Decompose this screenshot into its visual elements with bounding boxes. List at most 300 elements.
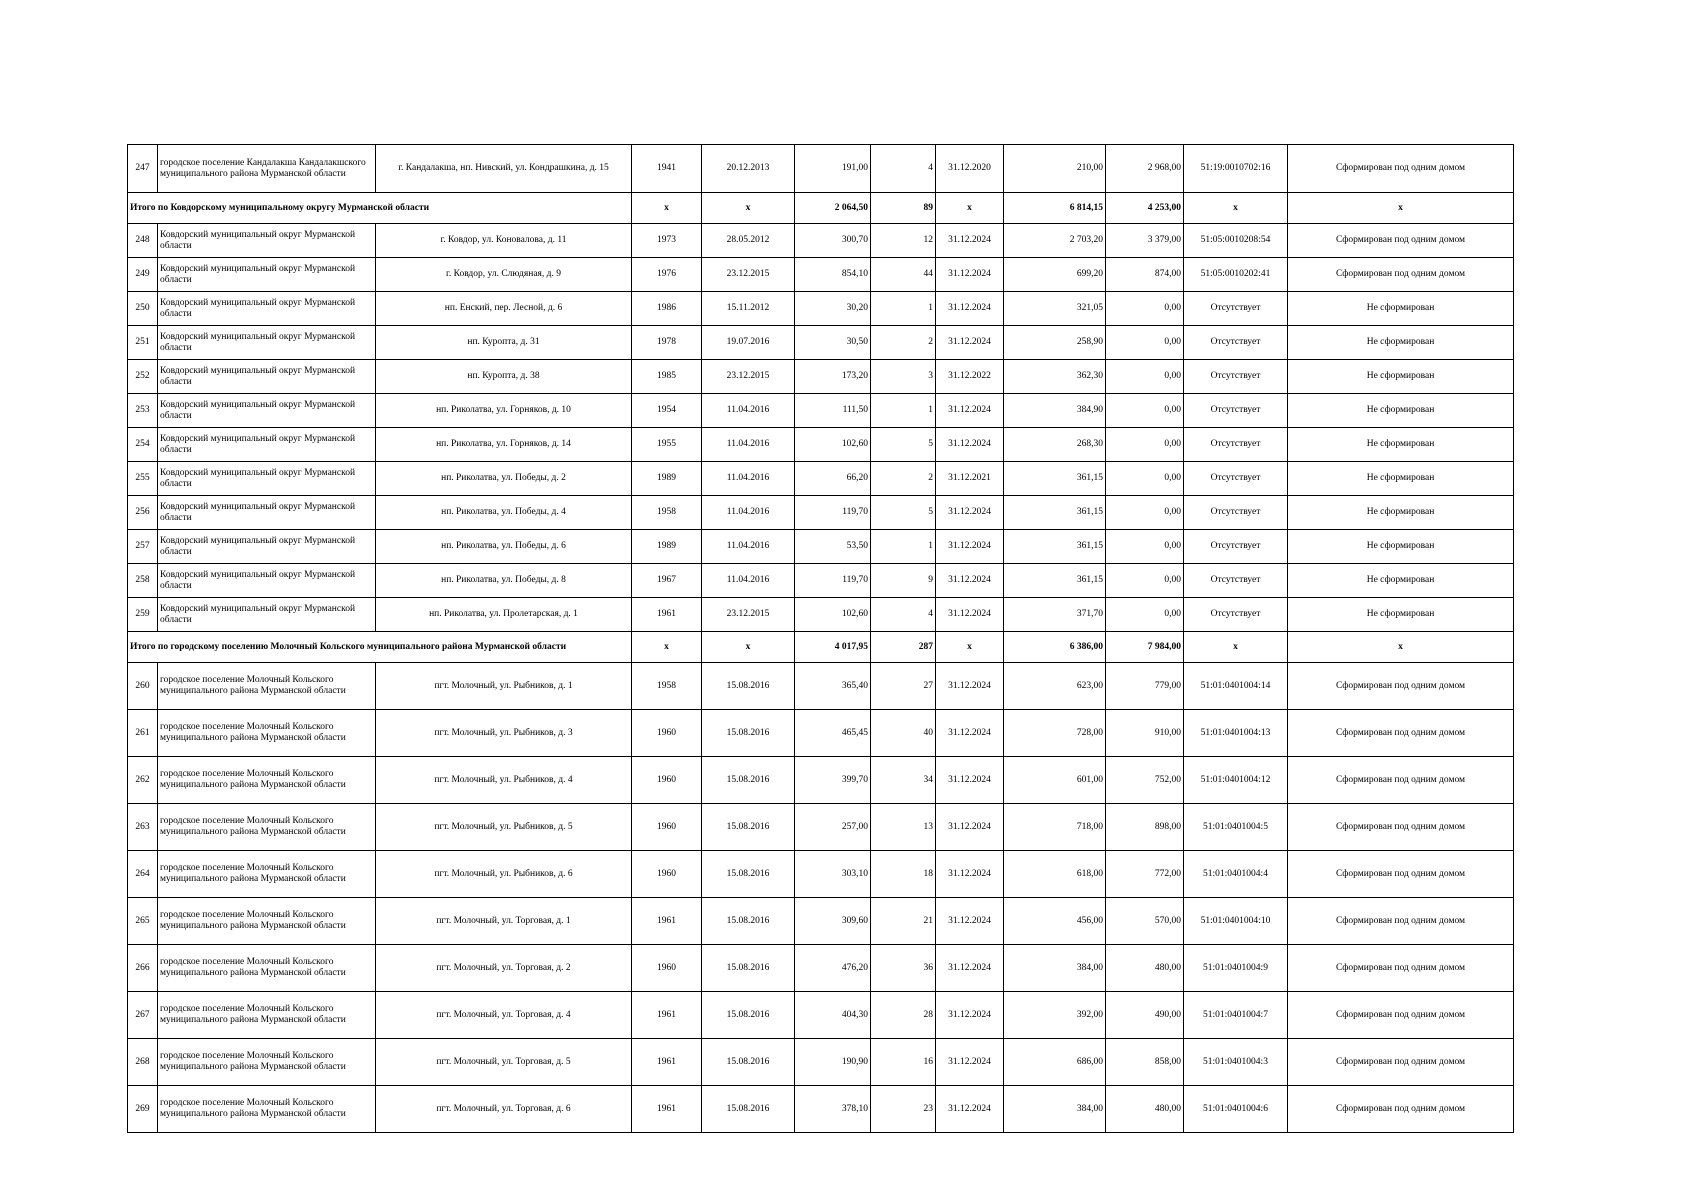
municipality-cell: Ковдорский муниципальный округ Мурманской области: [158, 292, 376, 326]
build-year-cell: 1989: [632, 462, 702, 496]
address-cell: пгт. Молочный, ул. Рыбников, д. 1: [376, 663, 632, 710]
plot-area-cell: 910,00: [1106, 710, 1184, 757]
table-row: [128, 360, 1514, 394]
address-cell: нп. Риколатва, ул. Горняков, д. 10: [376, 394, 632, 428]
plot-status-cell: Не сформирован: [1288, 360, 1514, 394]
planned-date-cell: 31.12.2024: [936, 258, 1004, 292]
residents-cell: 44: [871, 258, 936, 292]
area-cell: 53,50: [795, 530, 871, 564]
table-row: [128, 428, 1514, 462]
residents-cell: 28: [871, 992, 936, 1039]
municipality-cell: Ковдорский муниципальный округ Мурманской области: [158, 598, 376, 632]
plot-status-cell: Сформирован под одним домом: [1288, 804, 1514, 851]
land-area-cell: 258,90: [1004, 326, 1106, 360]
address-cell: пгт. Молочный, ул. Торговая, д. 2: [376, 945, 632, 992]
cadastral-number-cell: 51:01:0401004:3: [1184, 1039, 1288, 1086]
plot-status-cell: Сформирован под одним домом: [1288, 710, 1514, 757]
land-area-cell: 361,15: [1004, 564, 1106, 598]
subtotal-label: Итого по городскому поселению Молочный Кольского муниципального района Мурманской области: [128, 632, 632, 663]
build-year-cell: 1973: [632, 224, 702, 258]
recognition-date-cell: 15.08.2016: [702, 898, 795, 945]
build-year-cell: 1958: [632, 496, 702, 530]
recognition-date-cell: 15.08.2016: [702, 710, 795, 757]
planned-date-cell: 31.12.2024: [936, 663, 1004, 710]
build-year-cell: 1989: [632, 530, 702, 564]
recognition-date-cell: x: [702, 632, 795, 663]
plot-area-cell: 0,00: [1106, 462, 1184, 496]
recognition-date-cell: 11.04.2016: [702, 428, 795, 462]
residents-cell: 5: [871, 496, 936, 530]
row-number-cell: 252: [128, 360, 158, 394]
recognition-date-cell: 19.07.2016: [702, 326, 795, 360]
planned-date-cell: 31.12.2024: [936, 804, 1004, 851]
cadastral-number-cell: 51:01:0401004:13: [1184, 710, 1288, 757]
plot-status-cell: Сформирован под одним домом: [1288, 1039, 1514, 1086]
table-row: [128, 145, 1514, 193]
plot-area-cell: 858,00: [1106, 1039, 1184, 1086]
row-number-cell: 251: [128, 326, 158, 360]
row-number-cell: 263: [128, 804, 158, 851]
land-area-cell: 210,00: [1004, 145, 1106, 193]
cadastral-number-cell: 51:01:0401004:4: [1184, 851, 1288, 898]
area-cell: 119,70: [795, 564, 871, 598]
address-cell: нп. Риколатва, ул. Победы, д. 2: [376, 462, 632, 496]
table-row: [128, 598, 1514, 632]
plot-area-cell: 0,00: [1106, 598, 1184, 632]
cadastral-number-cell: Отсутствует: [1184, 292, 1288, 326]
planned-date-cell: 31.12.2024: [936, 1039, 1004, 1086]
recognition-date-cell: 11.04.2016: [702, 496, 795, 530]
area-cell: 190,90: [795, 1039, 871, 1086]
cadastral-number-cell: Отсутствует: [1184, 598, 1288, 632]
address-cell: нп. Риколатва, ул. Горняков, д. 14: [376, 428, 632, 462]
row-number-cell: 256: [128, 496, 158, 530]
land-area-cell: 371,70: [1004, 598, 1106, 632]
planned-date-cell: 31.12.2024: [936, 496, 1004, 530]
table-row: [128, 462, 1514, 496]
cadastral-number-cell: 51:01:0401004:5: [1184, 804, 1288, 851]
land-area-cell: 361,15: [1004, 530, 1106, 564]
land-area-cell: 384,00: [1004, 945, 1106, 992]
plot-area-cell: 0,00: [1106, 394, 1184, 428]
recognition-date-cell: 15.08.2016: [702, 1039, 795, 1086]
planned-date-cell: x: [936, 193, 1004, 224]
municipality-cell: городское поселение Молочный Кольского муниципального района Мурманской области: [158, 663, 376, 710]
table-row: [128, 804, 1514, 851]
area-cell: 102,60: [795, 598, 871, 632]
table-row: [128, 394, 1514, 428]
land-area-cell: 392,00: [1004, 992, 1106, 1039]
build-year-cell: 1967: [632, 564, 702, 598]
residents-cell: 4: [871, 598, 936, 632]
land-area-cell: 601,00: [1004, 757, 1106, 804]
subtotal-label: Итого по Ковдорскому муниципальному округу Мурманской области: [128, 193, 632, 224]
residents-cell: 1: [871, 292, 936, 326]
plot-status-cell: Не сформирован: [1288, 462, 1514, 496]
area-cell: 378,10: [795, 1086, 871, 1133]
residents-cell: 21: [871, 898, 936, 945]
area-cell: 191,00: [795, 145, 871, 193]
residents-cell: 9: [871, 564, 936, 598]
cadastral-number-cell: Отсутствует: [1184, 428, 1288, 462]
plot-area-cell: 874,00: [1106, 258, 1184, 292]
plot-area-cell: 0,00: [1106, 530, 1184, 564]
planned-date-cell: 31.12.2024: [936, 326, 1004, 360]
area-cell: 173,20: [795, 360, 871, 394]
land-area-total-cell: 6 386,00: [1004, 632, 1106, 663]
build-year-cell: 1978: [632, 326, 702, 360]
recognition-date-cell: 15.08.2016: [702, 804, 795, 851]
residents-cell: 23: [871, 1086, 936, 1133]
planned-date-cell: 31.12.2024: [936, 851, 1004, 898]
table-row: [128, 496, 1514, 530]
build-year-cell: 1961: [632, 1086, 702, 1133]
plot-area-total-cell: 4 253,00: [1106, 193, 1184, 224]
housing-register-table: [127, 144, 1514, 1133]
land-area-cell: 361,15: [1004, 462, 1106, 496]
address-cell: пгт. Молочный, ул. Торговая, д. 4: [376, 992, 632, 1039]
plot-area-cell: 490,00: [1106, 992, 1184, 1039]
residents-cell: 2: [871, 462, 936, 496]
build-year-cell: 1955: [632, 428, 702, 462]
cadastral-number-cell: 51:05:0010202:41: [1184, 258, 1288, 292]
planned-date-cell: 31.12.2024: [936, 945, 1004, 992]
plot-status-cell: Сформирован под одним домом: [1288, 992, 1514, 1039]
row-number-cell: 268: [128, 1039, 158, 1086]
build-year-cell: 1986: [632, 292, 702, 326]
cadastral-number-cell: 51:05:0010208:54: [1184, 224, 1288, 258]
row-number-cell: 247: [128, 145, 158, 193]
residents-cell: 12: [871, 224, 936, 258]
address-cell: пгт. Молочный, ул. Торговая, д. 6: [376, 1086, 632, 1133]
plot-area-cell: 0,00: [1106, 496, 1184, 530]
address-cell: нп. Риколатва, ул. Победы, д. 8: [376, 564, 632, 598]
address-cell: пгт. Молочный, ул. Рыбников, д. 4: [376, 757, 632, 804]
plot-area-cell: 480,00: [1106, 945, 1184, 992]
subtotal-row: [128, 193, 1514, 224]
recognition-date-cell: 11.04.2016: [702, 530, 795, 564]
area-cell: 854,10: [795, 258, 871, 292]
residents-cell: 3: [871, 360, 936, 394]
build-year-cell: 1961: [632, 898, 702, 945]
planned-date-cell: 31.12.2024: [936, 564, 1004, 598]
plot-status-cell: Сформирован под одним домом: [1288, 898, 1514, 945]
recognition-date-cell: 20.12.2013: [702, 145, 795, 193]
build-year-cell: 1960: [632, 710, 702, 757]
recognition-date-cell: 15.08.2016: [702, 663, 795, 710]
area-cell: 66,20: [795, 462, 871, 496]
residents-total-cell: 89: [871, 193, 936, 224]
land-area-cell: 728,00: [1004, 710, 1106, 757]
address-cell: г. Кандалакша, нп. Нивский, ул. Кондрашкина, д. 15: [376, 145, 632, 193]
plot-status-cell: Не сформирован: [1288, 564, 1514, 598]
row-number-cell: 253: [128, 394, 158, 428]
municipality-cell: Ковдорский муниципальный округ Мурманской области: [158, 394, 376, 428]
cadastral-number-cell: Отсутствует: [1184, 530, 1288, 564]
planned-date-cell: 31.12.2024: [936, 224, 1004, 258]
municipality-cell: Ковдорский муниципальный округ Мурманской области: [158, 360, 376, 394]
residents-cell: 34: [871, 757, 936, 804]
plot-status-cell: x: [1288, 632, 1514, 663]
table-row: [128, 851, 1514, 898]
plot-status-cell: Сформирован под одним домом: [1288, 945, 1514, 992]
address-cell: нп. Риколатва, ул. Пролетарская, д. 1: [376, 598, 632, 632]
row-number-cell: 250: [128, 292, 158, 326]
planned-date-cell: 31.12.2021: [936, 462, 1004, 496]
planned-date-cell: 31.12.2024: [936, 530, 1004, 564]
planned-date-cell: 31.12.2024: [936, 710, 1004, 757]
plot-area-cell: 0,00: [1106, 360, 1184, 394]
land-area-cell: 268,30: [1004, 428, 1106, 462]
address-cell: г. Ковдор, ул. Коновалова, д. 11: [376, 224, 632, 258]
plot-status-cell: Сформирован под одним домом: [1288, 1086, 1514, 1133]
land-area-cell: 618,00: [1004, 851, 1106, 898]
recognition-date-cell: 15.08.2016: [702, 757, 795, 804]
land-area-cell: 384,00: [1004, 1086, 1106, 1133]
recognition-date-cell: 15.08.2016: [702, 851, 795, 898]
plot-status-cell: Не сформирован: [1288, 428, 1514, 462]
municipality-cell: городское поселение Молочный Кольского муниципального района Мурманской области: [158, 945, 376, 992]
residents-cell: 13: [871, 804, 936, 851]
area-cell: 30,20: [795, 292, 871, 326]
land-area-cell: 2 703,20: [1004, 224, 1106, 258]
build-year-cell: 1941: [632, 145, 702, 193]
table-row: [128, 564, 1514, 598]
cadastral-number-cell: 51:01:0401004:10: [1184, 898, 1288, 945]
residents-cell: 4: [871, 145, 936, 193]
build-year-cell: 1960: [632, 945, 702, 992]
area-cell: 399,70: [795, 757, 871, 804]
plot-status-cell: Сформирован под одним домом: [1288, 757, 1514, 804]
table-row: [128, 292, 1514, 326]
municipality-cell: городское поселение Молочный Кольского муниципального района Мурманской области: [158, 710, 376, 757]
planned-date-cell: 31.12.2024: [936, 292, 1004, 326]
address-cell: пгт. Молочный, ул. Торговая, д. 1: [376, 898, 632, 945]
build-year-cell: 1985: [632, 360, 702, 394]
row-number-cell: 258: [128, 564, 158, 598]
address-cell: нп. Енский, пер. Лесной, д. 6: [376, 292, 632, 326]
table-row: [128, 1086, 1514, 1133]
land-area-cell: 362,30: [1004, 360, 1106, 394]
row-number-cell: 248: [128, 224, 158, 258]
plot-status-cell: Не сформирован: [1288, 598, 1514, 632]
table-row: [128, 530, 1514, 564]
residents-total-cell: 287: [871, 632, 936, 663]
cadastral-number-cell: 51:01:0401004:14: [1184, 663, 1288, 710]
residents-cell: 36: [871, 945, 936, 992]
address-cell: пгт. Молочный, ул. Торговая, д. 5: [376, 1039, 632, 1086]
plot-area-cell: 3 379,00: [1106, 224, 1184, 258]
residents-cell: 2: [871, 326, 936, 360]
row-number-cell: 249: [128, 258, 158, 292]
plot-area-cell: 772,00: [1106, 851, 1184, 898]
plot-area-cell: 570,00: [1106, 898, 1184, 945]
plot-area-total-cell: 7 984,00: [1106, 632, 1184, 663]
recognition-date-cell: 15.08.2016: [702, 1086, 795, 1133]
plot-status-cell: Не сформирован: [1288, 292, 1514, 326]
municipality-cell: Ковдорский муниципальный округ Мурманской области: [158, 428, 376, 462]
planned-date-cell: 31.12.2024: [936, 757, 1004, 804]
row-number-cell: 264: [128, 851, 158, 898]
plot-area-cell: 0,00: [1106, 292, 1184, 326]
cadastral-number-cell: x: [1184, 632, 1288, 663]
build-year-cell: x: [632, 193, 702, 224]
recognition-date-cell: 15.11.2012: [702, 292, 795, 326]
cadastral-number-cell: 51:01:0401004:9: [1184, 945, 1288, 992]
plot-area-cell: 898,00: [1106, 804, 1184, 851]
recognition-date-cell: 11.04.2016: [702, 564, 795, 598]
land-area-cell: 361,15: [1004, 496, 1106, 530]
plot-area-cell: 0,00: [1106, 564, 1184, 598]
plot-area-cell: 752,00: [1106, 757, 1184, 804]
area-cell: 111,50: [795, 394, 871, 428]
row-number-cell: 260: [128, 663, 158, 710]
cadastral-number-cell: Отсутствует: [1184, 326, 1288, 360]
municipality-cell: городское поселение Молочный Кольского муниципального района Мурманской области: [158, 1086, 376, 1133]
municipality-cell: Ковдорский муниципальный округ Мурманской области: [158, 258, 376, 292]
address-cell: нп. Куропта, д. 31: [376, 326, 632, 360]
land-area-cell: 686,00: [1004, 1039, 1106, 1086]
row-number-cell: 262: [128, 757, 158, 804]
plot-status-cell: Не сформирован: [1288, 530, 1514, 564]
plot-area-cell: 779,00: [1106, 663, 1184, 710]
residents-cell: 1: [871, 530, 936, 564]
plot-status-cell: Сформирован под одним домом: [1288, 663, 1514, 710]
area-cell: 30,50: [795, 326, 871, 360]
build-year-cell: 1961: [632, 598, 702, 632]
table-row: [128, 898, 1514, 945]
address-cell: нп. Риколатва, ул. Победы, д. 6: [376, 530, 632, 564]
land-area-cell: 384,90: [1004, 394, 1106, 428]
build-year-cell: 1960: [632, 851, 702, 898]
land-area-cell: 699,20: [1004, 258, 1106, 292]
recognition-date-cell: 23.12.2015: [702, 598, 795, 632]
land-area-total-cell: 6 814,15: [1004, 193, 1106, 224]
recognition-date-cell: 15.08.2016: [702, 945, 795, 992]
cadastral-number-cell: Отсутствует: [1184, 360, 1288, 394]
subtotal-row: [128, 632, 1514, 663]
plot-status-cell: Не сформирован: [1288, 394, 1514, 428]
build-year-cell: 1961: [632, 992, 702, 1039]
build-year-cell: 1954: [632, 394, 702, 428]
land-area-cell: 456,00: [1004, 898, 1106, 945]
cadastral-number-cell: Отсутствует: [1184, 564, 1288, 598]
municipality-cell: Ковдорский муниципальный округ Мурманской области: [158, 530, 376, 564]
recognition-date-cell: 11.04.2016: [702, 462, 795, 496]
planned-date-cell: 31.12.2024: [936, 992, 1004, 1039]
planned-date-cell: 31.12.2024: [936, 898, 1004, 945]
plot-area-cell: 0,00: [1106, 326, 1184, 360]
address-cell: нп. Риколатва, ул. Победы, д. 4: [376, 496, 632, 530]
recognition-date-cell: 15.08.2016: [702, 992, 795, 1039]
cadastral-number-cell: 51:01:0401004:12: [1184, 757, 1288, 804]
table-row: [128, 326, 1514, 360]
area-cell: 102,60: [795, 428, 871, 462]
land-area-cell: 623,00: [1004, 663, 1106, 710]
recognition-date-cell: 28.05.2012: [702, 224, 795, 258]
table-row: [128, 945, 1514, 992]
area-cell: 476,20: [795, 945, 871, 992]
address-cell: нп. Куропта, д. 38: [376, 360, 632, 394]
row-number-cell: 254: [128, 428, 158, 462]
cadastral-number-cell: 51:19:0010702:16: [1184, 145, 1288, 193]
address-cell: пгт. Молочный, ул. Рыбников, д. 5: [376, 804, 632, 851]
recognition-date-cell: 23.12.2015: [702, 360, 795, 394]
planned-date-cell: 31.12.2024: [936, 394, 1004, 428]
municipality-cell: городское поселение Молочный Кольского муниципального района Мурманской области: [158, 1039, 376, 1086]
municipality-cell: городское поселение Молочный Кольского муниципального района Мурманской области: [158, 898, 376, 945]
cadastral-number-cell: Отсутствует: [1184, 394, 1288, 428]
build-year-cell: 1961: [632, 1039, 702, 1086]
build-year-cell: 1960: [632, 757, 702, 804]
residents-cell: 16: [871, 1039, 936, 1086]
cadastral-number-cell: Отсутствует: [1184, 496, 1288, 530]
residents-cell: 1: [871, 394, 936, 428]
cadastral-number-cell: Отсутствует: [1184, 462, 1288, 496]
table-body: [128, 145, 1514, 1133]
row-number-cell: 255: [128, 462, 158, 496]
row-number-cell: 266: [128, 945, 158, 992]
plot-status-cell: Сформирован под одним домом: [1288, 145, 1514, 193]
table-row: [128, 224, 1514, 258]
residents-cell: 40: [871, 710, 936, 757]
address-cell: пгт. Молочный, ул. Рыбников, д. 6: [376, 851, 632, 898]
area-cell: 465,45: [795, 710, 871, 757]
build-year-cell: x: [632, 632, 702, 663]
plot-status-cell: x: [1288, 193, 1514, 224]
area-cell: 300,70: [795, 224, 871, 258]
row-number-cell: 261: [128, 710, 158, 757]
recognition-date-cell: x: [702, 193, 795, 224]
area-cell: 309,60: [795, 898, 871, 945]
table-row: [128, 757, 1514, 804]
municipality-cell: городское поселение Молочный Кольского муниципального района Мурманской области: [158, 804, 376, 851]
residents-cell: 5: [871, 428, 936, 462]
cadastral-number-cell: 51:01:0401004:6: [1184, 1086, 1288, 1133]
municipality-cell: Ковдорский муниципальный округ Мурманской области: [158, 462, 376, 496]
cadastral-number-cell: 51:01:0401004:7: [1184, 992, 1288, 1039]
area-cell: 257,00: [795, 804, 871, 851]
planned-date-cell: 31.12.2024: [936, 1086, 1004, 1133]
municipality-cell: городское поселение Кандалакша Кандалакшского муниципального района Мурманской области: [158, 145, 376, 193]
cadastral-number-cell: x: [1184, 193, 1288, 224]
municipality-cell: Ковдорский муниципальный округ Мурманской области: [158, 224, 376, 258]
land-area-cell: 321,05: [1004, 292, 1106, 326]
residents-cell: 18: [871, 851, 936, 898]
plot-area-cell: 2 968,00: [1106, 145, 1184, 193]
plot-status-cell: Не сформирован: [1288, 496, 1514, 530]
planned-date-cell: 31.12.2022: [936, 360, 1004, 394]
build-year-cell: 1958: [632, 663, 702, 710]
build-year-cell: 1960: [632, 804, 702, 851]
address-cell: г. Ковдор, ул. Слюдяная, д. 9: [376, 258, 632, 292]
municipality-cell: городское поселение Молочный Кольского муниципального района Мурманской области: [158, 851, 376, 898]
row-number-cell: 257: [128, 530, 158, 564]
area-cell: 365,40: [795, 663, 871, 710]
planned-date-cell: 31.12.2020: [936, 145, 1004, 193]
municipality-cell: Ковдорский муниципальный округ Мурманской области: [158, 496, 376, 530]
plot-status-cell: Сформирован под одним домом: [1288, 851, 1514, 898]
municipality-cell: Ковдорский муниципальный округ Мурманской области: [158, 326, 376, 360]
row-number-cell: 267: [128, 992, 158, 1039]
row-number-cell: 259: [128, 598, 158, 632]
build-year-cell: 1976: [632, 258, 702, 292]
area-cell: 119,70: [795, 496, 871, 530]
address-cell: пгт. Молочный, ул. Рыбников, д. 3: [376, 710, 632, 757]
area-cell: 303,10: [795, 851, 871, 898]
area-total-cell: 4 017,95: [795, 632, 871, 663]
plot-status-cell: Сформирован под одним домом: [1288, 224, 1514, 258]
